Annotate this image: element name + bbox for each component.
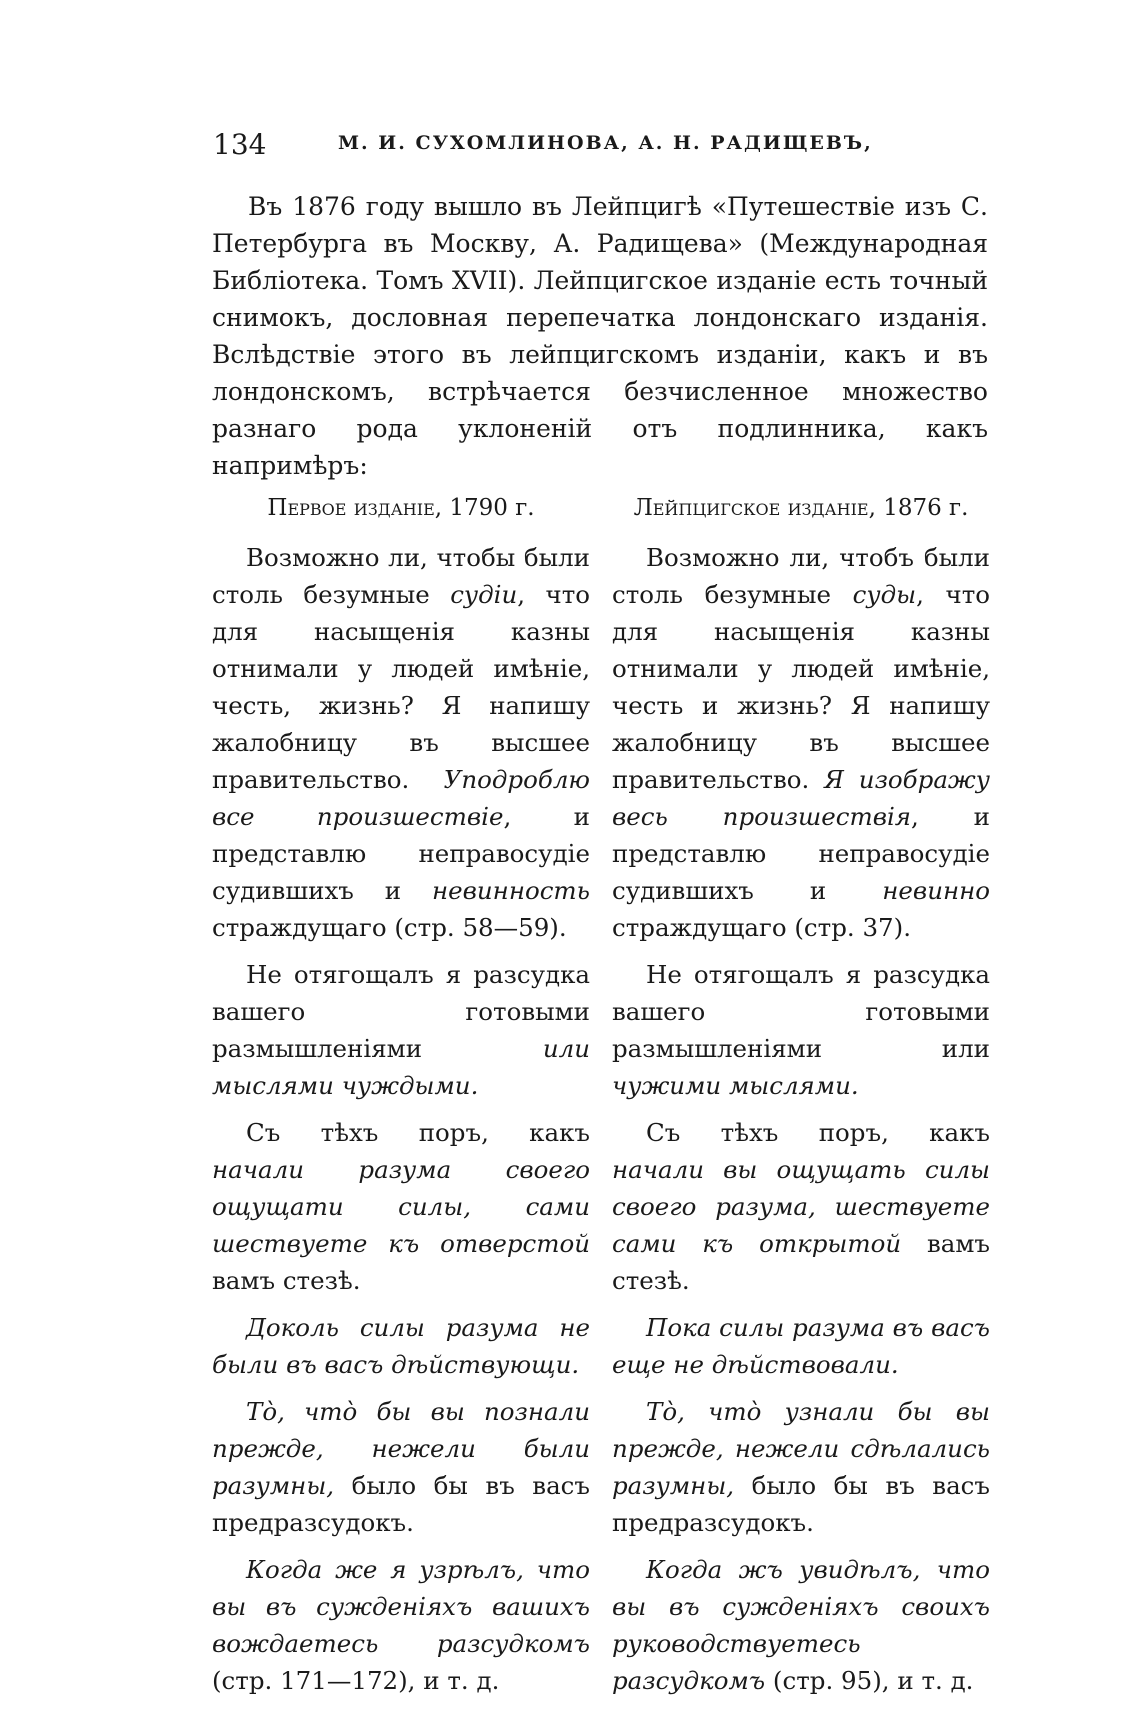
text-run: Возможно ли, чтобъ были столь безумные — [612, 543, 990, 609]
italic-run: Тò, чтò узнали бы вы прежде, нежели сдѣлались разумны, — [612, 1397, 990, 1500]
italic-run: суды — [852, 580, 917, 609]
text-run: Съ тѣхъ поръ, какъ — [646, 1118, 990, 1147]
text-run: (стр. 171—172), и т. д. — [212, 1666, 500, 1695]
quote-paragraph — [612, 1114, 990, 1299]
quote-paragraph — [212, 1393, 590, 1541]
italic-run: чужими мыслями. — [612, 1071, 859, 1100]
quote-paragraph — [212, 539, 590, 946]
italic-run: Когда жъ увидѣлъ, что вы въ сужденіяхъ своихъ руководствуетесь разсудкомъ — [612, 1555, 990, 1695]
running-title: М. И. СУХОМЛИНОВА, А. Н. РАДИЩЕВЪ, — [338, 132, 873, 154]
italic-run: начали вы ощущать силы своего разума, шествуете сами къ открытой — [612, 1155, 990, 1258]
quote-paragraph — [212, 1309, 590, 1383]
text-run: (стр. 95), и т. д. — [765, 1666, 974, 1695]
italic-run: начали разума своего ощущати силы, сами шествуете къ отверстой — [212, 1155, 590, 1258]
text-run: было бы въ васъ предразсудокъ. — [612, 1471, 990, 1537]
quote-paragraph — [212, 1551, 590, 1699]
text-run: вамъ стезѣ. — [612, 1229, 990, 1295]
italic-run: Доколь силы разума не были въ васъ дѣйствующи. — [212, 1313, 590, 1379]
column-heading-year: 1790 г. — [449, 495, 535, 521]
intro-paragraph: Въ 1876 году вышло въ Лейпцигѣ «Путешествіе изъ С. Петербурга въ Москву, А. Радищева» (Международная Библіотека. Томъ XVII). Лейпцигское изданіе есть точный снимокъ, дословная перепечатка лондонскаго изданія. Вслѣдствіе этого въ лейпцигскомъ изданіи, какъ и въ лондонскомъ, встрѣчается безчисленное множество разнаго рода уклоненій отъ подлинника, какъ напримѣръ: — [212, 192, 988, 480]
quote-paragraph — [212, 1114, 590, 1299]
column-heading-label: Лейпцигское изданіе, — [633, 495, 876, 521]
text-run: страждущаго (стр. 37). — [612, 913, 911, 942]
italic-run: невинность — [432, 876, 590, 905]
text-run: страждущаго (стр. 58—59). — [212, 913, 567, 942]
quote-paragraph — [612, 956, 990, 1104]
text-run: Съ тѣхъ поръ, какъ — [246, 1118, 590, 1147]
text-run: Возможно ли, чтобы были столь безумные — [212, 543, 590, 609]
quote-paragraph — [212, 956, 590, 1104]
quote-paragraph — [612, 1309, 990, 1383]
italic-run: Пока силы разума въ васъ еще не дѣйствовали. — [612, 1313, 990, 1379]
text-run: , и представлю неправосудіе судившихъ и — [212, 802, 590, 905]
first-edition-column — [212, 490, 590, 1709]
page-header — [213, 128, 983, 168]
text-run: вамъ стезѣ. — [212, 1266, 361, 1295]
text-run: Не отягощалъ я разсудка вашего готовыми размышленіями — [212, 960, 590, 1063]
italic-run: Тò, чтò бы вы познали прежде, нежели были разумны, — [212, 1397, 590, 1500]
italic-run: Уподроблю все произшествіе — [212, 765, 590, 831]
italic-run: судіи — [450, 580, 518, 609]
italic-run: Когда же я узрѣлъ, что вы въ сужденіяхъ вашихъ вождаетесь разсудкомъ — [212, 1555, 590, 1658]
quote-paragraph — [612, 1393, 990, 1541]
page-number: 134 — [213, 128, 267, 161]
column-heading-label: Первое изданіе, — [267, 495, 443, 521]
text-run: было бы въ васъ предразсудокъ. — [212, 1471, 590, 1537]
quote-paragraph — [612, 539, 990, 946]
column-heading-year: 1876 г. — [883, 495, 969, 521]
leipzig-edition-column — [612, 490, 990, 1709]
italic-run: невинно — [882, 876, 990, 905]
column-heading — [612, 490, 990, 527]
quote-paragraph — [612, 1551, 990, 1699]
italic-run: или мыслями чуждыми. — [212, 1034, 590, 1100]
text-run: , что для насыщенія казны отнимали у людей имѣніе, честь и жизнь? Я напишу жалобницу въ высшее правительство. — [612, 580, 990, 794]
column-heading — [212, 490, 590, 527]
text-run: , что для насыщенія казны отнимали у людей имѣніе, честь, жизнь? Я напишу жалобницу въ высшее правительство. — [212, 580, 590, 794]
text-run: Не отягощалъ я разсудка вашего готовыми размышленіями или — [612, 960, 990, 1063]
italic-run: Я изображу весь произшествія — [612, 765, 990, 831]
text-run: , и представлю неправосудіе судившихъ и — [612, 802, 990, 905]
